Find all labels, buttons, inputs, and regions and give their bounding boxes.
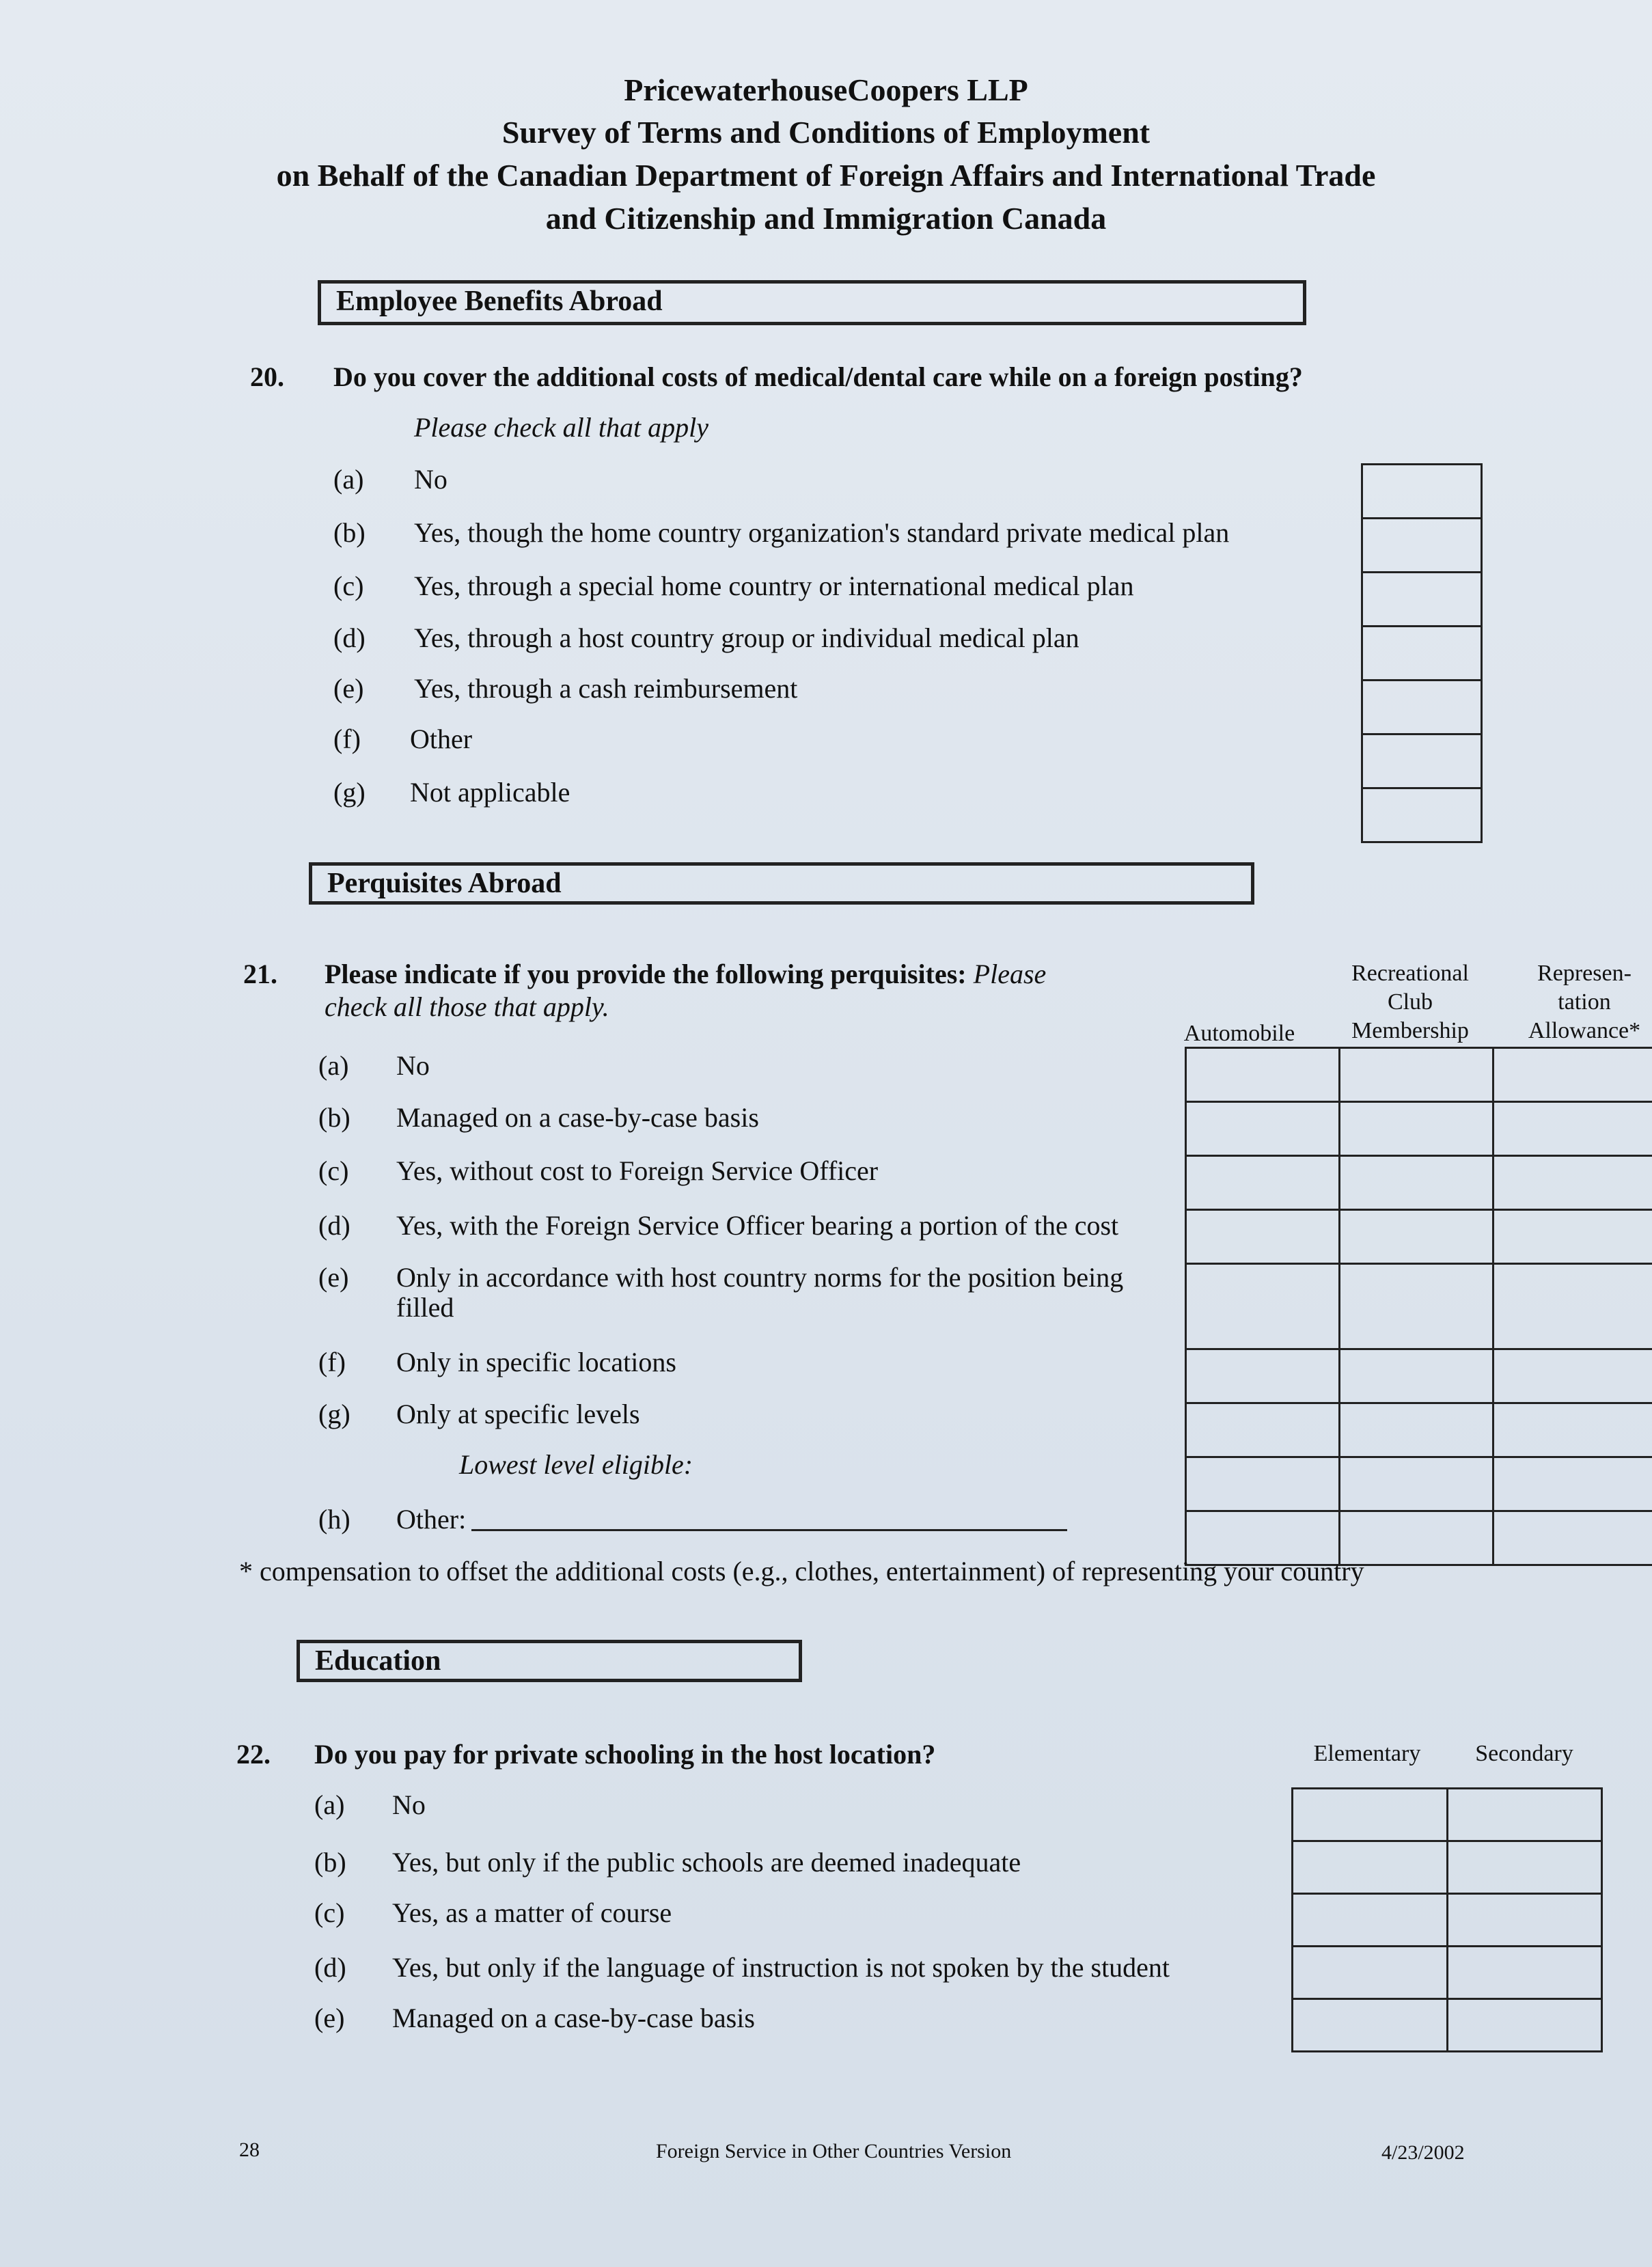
option-label: (a) bbox=[333, 464, 364, 495]
checkbox-cell[interactable] bbox=[1493, 1156, 1652, 1210]
org-title: PricewaterhouseCoopers LLP bbox=[624, 72, 1028, 107]
checkbox-q20-d[interactable] bbox=[1362, 627, 1482, 681]
checkbox-cell[interactable] bbox=[1447, 1947, 1602, 1999]
option-text: Yes, but only if the public schools are deemed inadequate bbox=[392, 1847, 1021, 1878]
option-text: Yes, through a cash reimbursement bbox=[414, 673, 798, 704]
column-header-club: Recreational Club Membership bbox=[1351, 961, 1469, 1043]
checkbox-cell[interactable] bbox=[1493, 1457, 1652, 1511]
checkbox-cell[interactable] bbox=[1493, 1210, 1652, 1264]
checkbox-cell[interactable] bbox=[1493, 1349, 1652, 1403]
checkbox-cell[interactable] bbox=[1447, 1894, 1602, 1947]
option-label: (g) bbox=[318, 1399, 350, 1429]
checkbox-column-q20 bbox=[1361, 463, 1483, 843]
option-text: Not applicable bbox=[410, 777, 570, 808]
option-text: Yes, as a matter of course bbox=[392, 1897, 672, 1928]
checkbox-cell[interactable] bbox=[1186, 1403, 1340, 1457]
checkbox-cell[interactable] bbox=[1186, 1156, 1340, 1210]
option-label: (e) bbox=[314, 2003, 345, 2033]
survey-title: Survey of Terms and Conditions of Employment bbox=[501, 115, 1151, 150]
checkbox-cell[interactable] bbox=[1447, 1841, 1602, 1894]
checkbox-cell[interactable] bbox=[1186, 1349, 1340, 1403]
checkbox-cell[interactable] bbox=[1340, 1156, 1493, 1210]
checkbox-cell[interactable] bbox=[1493, 1511, 1652, 1565]
question-20-instruction: Please check all that apply bbox=[414, 412, 708, 443]
option-label: (d) bbox=[314, 1952, 346, 1983]
section-title-employee-benefits: Employee Benefits Abroad bbox=[318, 280, 1306, 325]
checkbox-cell[interactable] bbox=[1340, 1102, 1493, 1156]
option-text: No bbox=[392, 1789, 426, 1820]
column-header-automobile: Automobile bbox=[1183, 1021, 1295, 1046]
question-number-21: 21. bbox=[243, 959, 277, 989]
option-text: Yes, through a special home country or international medical plan bbox=[414, 571, 1134, 601]
checkbox-cell[interactable] bbox=[1186, 1048, 1340, 1102]
checkbox-cell[interactable] bbox=[1340, 1210, 1493, 1264]
checkbox-cell[interactable] bbox=[1340, 1403, 1493, 1457]
checkbox-cell[interactable] bbox=[1186, 1457, 1340, 1511]
option-text: Yes, though the home country organization's standard private medical plan bbox=[414, 517, 1230, 548]
checkbox-grid-q21 bbox=[1185, 1047, 1652, 1566]
checkbox-cell[interactable] bbox=[1340, 1264, 1493, 1349]
lowest-level-eligible-label: Lowest level eligible: bbox=[459, 1449, 693, 1480]
footer-date: 4/23/2002 bbox=[1381, 2141, 1465, 2164]
survey-subtitle-2: and Citizenship and Immigration Canada bbox=[545, 201, 1107, 236]
checkbox-cell[interactable] bbox=[1340, 1048, 1493, 1102]
option-label: (f) bbox=[333, 724, 361, 754]
option-text: Only in accordance with host country norms for the position being bbox=[396, 1262, 1124, 1293]
question-number-22: 22. bbox=[236, 1739, 271, 1770]
option-label: (a) bbox=[318, 1050, 349, 1081]
survey-subtitle-1: on Behalf of the Canadian Department of Foreign Affairs and International Trade bbox=[276, 158, 1376, 193]
page-number: 28 bbox=[239, 2139, 260, 2161]
checkbox-cell[interactable] bbox=[1447, 1789, 1602, 1841]
column-header-secondary: Secondary bbox=[1475, 1741, 1573, 1766]
option-label: (d) bbox=[318, 1210, 350, 1241]
option-text: Yes, with the Foreign Service Officer bearing a portion of the cost bbox=[396, 1210, 1119, 1241]
option-text: Managed on a case-by-case basis bbox=[396, 1102, 759, 1133]
option-label: (h) bbox=[318, 1504, 350, 1535]
option-label: (e) bbox=[318, 1262, 349, 1293]
question-21-text: Please indicate if you provide the following perquisites: Please bbox=[325, 959, 1047, 989]
option-text-continued: filled bbox=[396, 1292, 454, 1323]
checkbox-cell[interactable] bbox=[1447, 1999, 1602, 2052]
checkbox-cell[interactable] bbox=[1186, 1102, 1340, 1156]
checkbox-q20-c[interactable] bbox=[1362, 573, 1482, 627]
option-text: Yes, without cost to Foreign Service Officer bbox=[396, 1155, 879, 1186]
checkbox-cell[interactable] bbox=[1493, 1048, 1652, 1102]
option-label: (f) bbox=[318, 1347, 346, 1377]
checkbox-cell[interactable] bbox=[1293, 1789, 1448, 1841]
option-text: Only at specific levels bbox=[396, 1399, 640, 1429]
checkbox-q20-b[interactable] bbox=[1362, 519, 1482, 573]
checkbox-cell[interactable] bbox=[1293, 1841, 1448, 1894]
version-label: Foreign Service in Other Countries Version bbox=[656, 2140, 1012, 2162]
checkbox-cell[interactable] bbox=[1493, 1264, 1652, 1349]
question-20-text: Do you cover the additional costs of medical/dental care while on a foreign posting? bbox=[333, 361, 1303, 392]
question-number-20: 20. bbox=[250, 361, 284, 392]
option-text: No bbox=[414, 464, 448, 495]
checkbox-cell[interactable] bbox=[1293, 1999, 1448, 2052]
option-text: Other: bbox=[396, 1504, 467, 1535]
question-22-text: Do you pay for private schooling in the host location? bbox=[314, 1739, 936, 1770]
option-label: (c) bbox=[333, 571, 364, 601]
checkbox-cell[interactable] bbox=[1493, 1102, 1652, 1156]
checkbox-cell[interactable] bbox=[1293, 1894, 1448, 1947]
checkbox-cell[interactable] bbox=[1186, 1210, 1340, 1264]
checkbox-q20-a[interactable] bbox=[1362, 465, 1482, 519]
option-label: (c) bbox=[314, 1897, 345, 1928]
option-label: (d) bbox=[333, 622, 366, 653]
checkbox-q20-f[interactable] bbox=[1362, 734, 1482, 788]
option-label: (c) bbox=[318, 1155, 349, 1186]
section-title-perquisites: Perquisites Abroad bbox=[309, 862, 1254, 905]
checkbox-q20-e[interactable] bbox=[1362, 681, 1482, 734]
option-label: (b) bbox=[318, 1102, 350, 1133]
column-header-elementary: Elementary bbox=[1313, 1741, 1421, 1766]
column-header-representation: Represen- tation Allowance* bbox=[1528, 961, 1641, 1043]
option-text: No bbox=[396, 1050, 430, 1081]
option-label: (e) bbox=[333, 673, 364, 704]
checkbox-cell[interactable] bbox=[1340, 1457, 1493, 1511]
question-21-instruction: check all those that apply. bbox=[325, 991, 609, 1022]
option-label: (b) bbox=[314, 1847, 346, 1878]
other-write-in-line[interactable] bbox=[471, 1529, 1067, 1531]
option-text: Managed on a case-by-case basis bbox=[392, 2003, 755, 2033]
section-title-education: Education bbox=[297, 1640, 802, 1682]
checkbox-q20-g[interactable] bbox=[1362, 788, 1482, 842]
checkbox-grid-q22 bbox=[1291, 1787, 1603, 2052]
checkbox-cell[interactable] bbox=[1340, 1349, 1493, 1403]
option-label: (a) bbox=[314, 1789, 345, 1820]
option-text: Yes, but only if the language of instruction is not spoken by the student bbox=[392, 1952, 1170, 1983]
option-text: Other bbox=[410, 724, 473, 754]
option-label: (b) bbox=[333, 517, 366, 548]
checkbox-cell[interactable] bbox=[1293, 1947, 1448, 1999]
checkbox-cell[interactable] bbox=[1186, 1264, 1340, 1349]
option-text: Yes, through a host country group or individual medical plan bbox=[414, 622, 1079, 653]
option-text: Only in specific locations bbox=[396, 1347, 676, 1377]
option-label: (g) bbox=[333, 777, 366, 808]
representation-footnote: * compensation to offset the additional costs (e.g., clothes, entertainment) of representing your country bbox=[239, 1556, 1364, 1586]
checkbox-cell[interactable] bbox=[1493, 1403, 1652, 1457]
